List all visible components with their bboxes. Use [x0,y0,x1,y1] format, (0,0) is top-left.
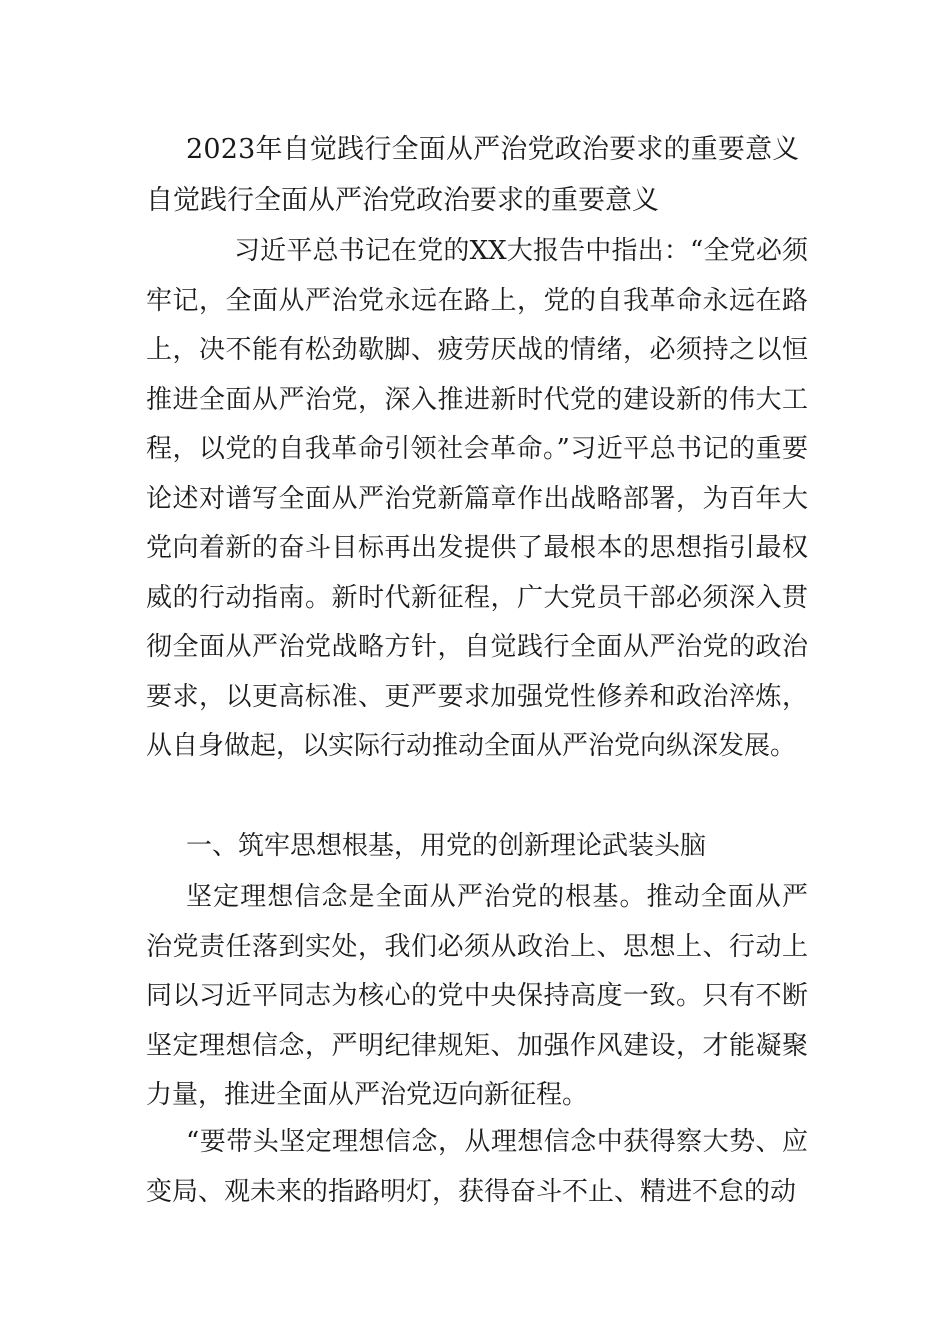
paragraph-intro: 习近平总书记在党的XX大报告中指出：“全党必须牢记，全面从严治党永远在路上，党的自我革命永远在路上，决不能有松劲歇脚、疲劳厌战的情绪，必须持之以恒推进全面从严治党，深入推进新时代党的建设新的伟大工程，以党的自我革命引领社会革命。”习近平总书记的重要论述对谱写全面从严治党新篇章作出战略部署，为百年大党向着新的奋斗目标再出发提供了最根本的思想指引最权威的行动指南。新时代新征程，广大党员干部必须深入贯彻全面从严治党战略方针，自觉践行全面从严治党的政治要求，以更高标准、更严要求加强党性修养和政治淬炼，从自身做起，以实际行动推动全面从严治党向纵深发展。 [146,236,808,761]
section-heading: 一、筑牢思想根基，用党的创新理论武装头脑 [186,831,707,861]
paragraph-ideals: 坚定理想信念是全面从严治党的根基。推动全面从严治党责任落到实处，我们必须从政治上、思想上、行动上同以习近平同志为核心的党中央保持高度一致。只有不断坚定理想信念，严明纪律规矩、加强作风建设，才能凝聚力量，推进全面从严治党迈向新征程。 [146,882,808,1110]
paragraph-quote: “要带头坚定理想信念，从理想信念中获得察大势、应变局、观未来的指路明灯，获得奋斗不止、精进不怠的动 [146,1127,808,1207]
document-subtitle: 自觉践行全面从严治党政治要求的重要意义 [146,185,659,216]
document-title: 2023年自觉践行全面从严治党政治要求的重要意义 [186,134,800,165]
